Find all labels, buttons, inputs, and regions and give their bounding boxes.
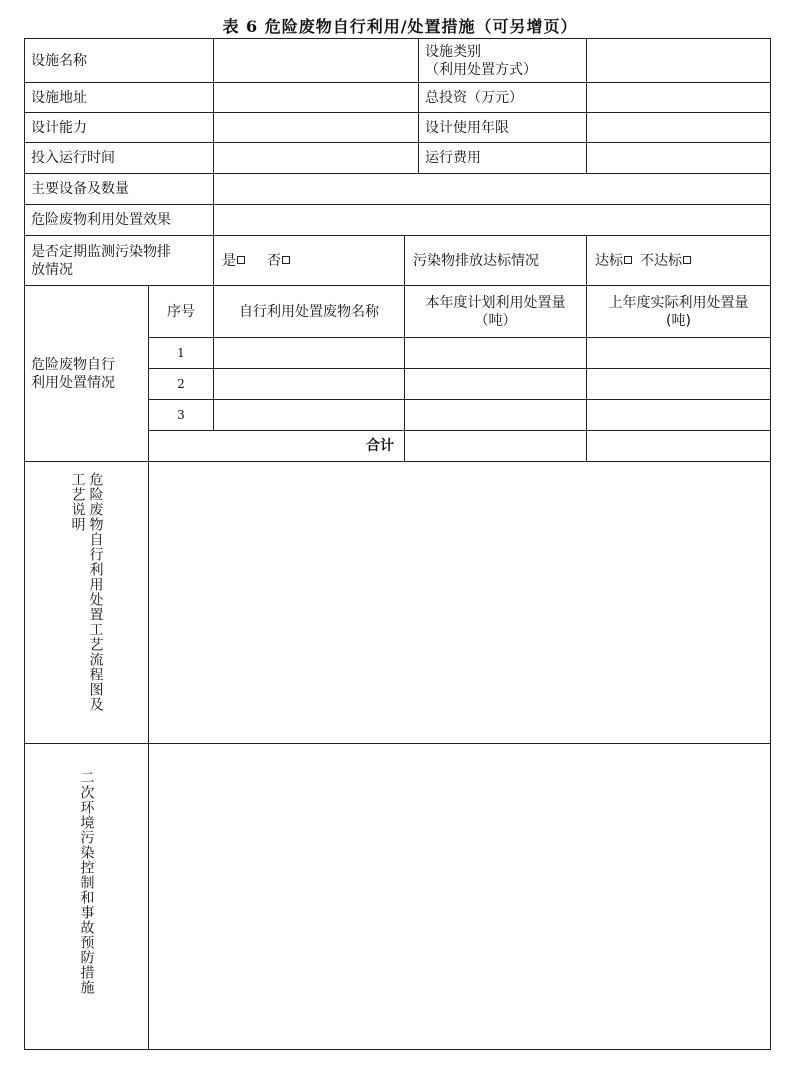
- hazardous-waste-table: [24, 38, 771, 1050]
- compliant-checkbox[interactable]: [624, 256, 632, 264]
- facility-type-title: 设施类别: [425, 43, 481, 60]
- plan-quantity-cell[interactable]: [405, 369, 587, 400]
- effect-label: 危险废物利用处置效果: [25, 205, 214, 236]
- process-desc-line1: 危险废物自行利用处置工艺流程图及: [87, 472, 104, 712]
- facility-address-label: 设施地址: [25, 83, 214, 113]
- pollution-control-label: [25, 744, 149, 1050]
- effect-field[interactable]: [214, 205, 771, 236]
- facility-name-label: 设施名称: [25, 39, 214, 83]
- total-plan-cell[interactable]: [405, 431, 587, 462]
- row-number: 2: [149, 369, 214, 400]
- facility-type-field[interactable]: [587, 39, 771, 83]
- waste-name-cell[interactable]: [214, 338, 405, 369]
- monitoring-options: [214, 236, 405, 286]
- design-life-label: 设计使用年限: [419, 113, 587, 143]
- usage-section-line1: 危险废物自行: [31, 356, 115, 373]
- usage-section-line2: 利用处置情况: [31, 374, 115, 391]
- plan-quantity-cell[interactable]: [405, 338, 587, 369]
- plan-quantity-header: [405, 286, 587, 338]
- discharge-status-label: 污染物排放达标情况: [405, 236, 587, 286]
- facility-address-field[interactable]: [214, 83, 419, 113]
- page-title: 表 6 危险废物自行利用/处置措施（可另增页）: [222, 17, 578, 36]
- pollution-control-text: 二次环境污染控制和事故预防措施: [78, 770, 95, 995]
- yes-checkbox[interactable]: [237, 256, 245, 264]
- total-label: 合计: [149, 431, 405, 462]
- actual-quantity-cell[interactable]: [587, 369, 771, 400]
- total-investment-label: 总投资（万元）: [419, 83, 587, 113]
- process-desc-label: [25, 462, 149, 744]
- actual-quantity-unit: (吨): [666, 312, 691, 329]
- waste-name-header: 自行利用处置废物名称: [214, 286, 405, 338]
- no-option-label: 否: [267, 252, 281, 269]
- monitoring-label: [25, 236, 214, 286]
- monitoring-label-line2: 放情况: [31, 261, 73, 278]
- no-checkbox[interactable]: [282, 256, 290, 264]
- operating-cost-label: 运行费用: [419, 143, 587, 174]
- actual-quantity-title: 上年度实际利用处置量: [608, 294, 749, 311]
- total-actual-cell[interactable]: [587, 431, 771, 462]
- pollution-control-field[interactable]: [149, 744, 771, 1050]
- actual-quantity-cell[interactable]: [587, 400, 771, 431]
- compliant-option-label: 达标: [595, 252, 623, 269]
- main-equipment-field[interactable]: [214, 174, 771, 205]
- start-time-label: 投入运行时间: [25, 143, 214, 174]
- total-investment-field[interactable]: [587, 83, 771, 113]
- design-capacity-field[interactable]: [214, 113, 419, 143]
- noncompliant-checkbox[interactable]: [683, 256, 691, 264]
- seq-header: 序号: [149, 286, 214, 338]
- start-time-field[interactable]: [214, 143, 419, 174]
- process-desc-text: [69, 472, 105, 712]
- operating-cost-field[interactable]: [587, 143, 771, 174]
- plan-quantity-unit: （吨）: [474, 312, 517, 329]
- plan-quantity-title: 本年度计划利用处置量: [425, 294, 566, 311]
- actual-quantity-header: [587, 286, 771, 338]
- yes-option-label: 是: [222, 252, 236, 269]
- noncompliant-option-label: 不达标: [640, 252, 682, 269]
- facility-name-field[interactable]: [214, 39, 419, 83]
- row-number: 3: [149, 400, 214, 431]
- facility-type-label: [419, 39, 587, 83]
- waste-name-cell[interactable]: [214, 400, 405, 431]
- usage-section-label: [25, 286, 149, 462]
- row-number: 1: [149, 338, 214, 369]
- main-equipment-label: 主要设备及数量: [25, 174, 214, 205]
- monitoring-label-line1: 是否定期监测污染物排: [31, 243, 171, 260]
- facility-type-subtitle: （利用处置方式）: [425, 61, 537, 78]
- process-desc-field[interactable]: [149, 462, 771, 744]
- process-desc-line2: 工艺说明: [69, 472, 86, 532]
- design-capacity-label: 设计能力: [25, 113, 214, 143]
- actual-quantity-cell[interactable]: [587, 338, 771, 369]
- design-life-field[interactable]: [587, 113, 771, 143]
- plan-quantity-cell[interactable]: [405, 400, 587, 431]
- waste-name-cell[interactable]: [214, 369, 405, 400]
- discharge-options: [587, 236, 771, 286]
